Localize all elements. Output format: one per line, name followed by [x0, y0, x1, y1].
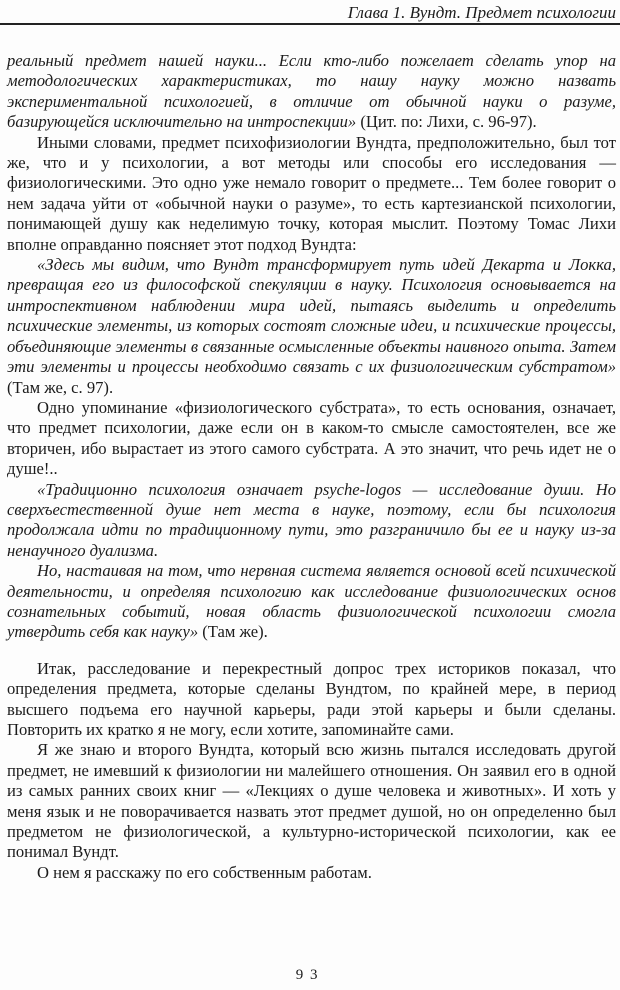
text-segment: Иными словами, предмет психофизиологии Вундта, предположительно, был тот же, что и у психологии, а вот методы или способы его исследования — физиологическими. Это одно уже немало говорит о предмете... Тем более говорит о нем задача уйти от «обычной науки о разуме», то есть картезианской психологии, понимающей душу как неделимую точку, которая мыслит. Поэтому Томас Лихи вполне оправданно поясняет этот подход Вундта: [7, 132, 616, 254]
text-segment: «Традиционно психология означает psyche-logos — исследование души. Но сверхъестественной душе нет места в науке, поэтому, если бы психология продолжала идти по традиционному пути, это разграничило бы ее и науку из-за ненаучного дуализма. [7, 479, 616, 560]
paragraph [7, 133, 616, 255]
paragraph [7, 51, 616, 133]
paragraph [7, 255, 616, 398]
paragraph [7, 740, 616, 862]
page-number: 93 [295, 967, 325, 983]
text-segment: (Там же, с. 97). [7, 377, 114, 397]
text-segment: О нем я расскажу по его собственным работам. [37, 862, 372, 882]
header-rule [0, 23, 620, 25]
text-segment: «Здесь мы видим, что Вундт трансформирует путь идей Декарта и Локка, превращая его из философской спекуляции в науку. Психология основывается на интроспективном наблюдении мира идей, пытаясь выделить и определить психические элементы, из которых состоят сложные идеи, и психические процессы, объединяющие элементы в связанные осмысленные объекты наивного опыта. Затем эти элементы и процессы необходимо связать с их физиологическим субстратом» [7, 255, 616, 377]
text-segment: реальный предмет нашей науки... Если кто-либо пожелает сделать упор на методологических характеристиках, то нашу науку можно назвать экспериментальной психологией, в отличие от обычной науки о разуме, базирующейся исключительно на интроспекции» [7, 51, 616, 132]
paragraph [7, 398, 616, 480]
text-segment: Одно упоминание «физиологического субстрата», то есть основания, означает, что предмет психологии, даже если он в каком-то смысле самостоятелен, все же вторичен, ибо вырастает из этого самого субстрата. А это значит, что речь идет не о душе!.. [7, 397, 616, 479]
text-segment: (Цит. по: Лихи, с. 96-97). [356, 112, 537, 132]
paragraph [7, 480, 616, 562]
text-segment: (Там же). [198, 622, 268, 642]
paragraph [7, 863, 616, 883]
text-segment: Но, настаивая на том, что нервная система является основой всей психической деятельности, и определяя психологию как исследование физиологических основ сознательных событий, новая область физиологической психологии смогла утвердить себя как науку» [7, 561, 616, 642]
paragraph [7, 659, 616, 741]
chapter-title: Глава 1. Вундт. Предмет психологии [347, 3, 616, 22]
running-header [0, 0, 620, 22]
text-segment: Я же знаю и второго Вундта, который всю жизнь пытался исследовать другой предмет, не имевший к физиологии ни малейшего отношения. Он заявил его в одной из самых ранних своих книг — «Лекциях о душе человека и животных». И хоть у меня язык и не поворачивается назвать этот предмет душой, но он определенно был предметом не физиологической, а культурно-исторической психологии, как ее понимал Вундт. [7, 740, 616, 862]
page-body-text [7, 51, 616, 883]
paragraph [7, 561, 616, 643]
text-segment: Итак, расследование и перекрестный допрос трех историков показал, что определения предмета, которые сделаны Вундтом, по крайней мере, в период высшего подъема его научной карьеры, ради этой карьеры и были сделаны. Повторить их кратко я не могу, если хотите, запоминайте сами. [7, 658, 616, 739]
page-footer [0, 966, 620, 984]
